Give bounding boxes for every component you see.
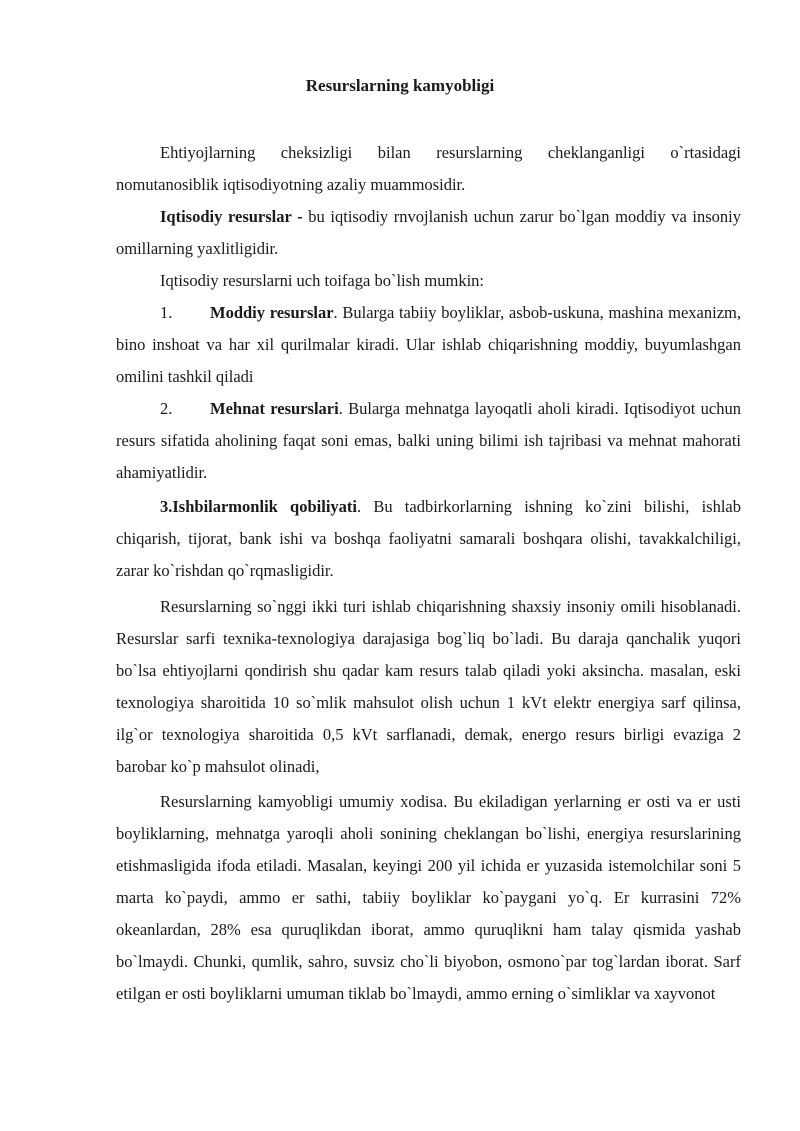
list-item-text: . Bularga mehnatga layoqatli aholi kiradi. Iqtisodiyot uchun resurs sifatida aholining faqat soni emas, balki uning bilimi ish tajribasi va mehnat mahorati ahamiyatlidir. — [116, 399, 741, 482]
list-item-text: . Bu tadbirkorlarning ishning ko`zini bilishi, ishlab chiqarish, tijorat, bank ishi va boshqa faoliyatni samarali boshqara olishi, tavakkalchiligi, zarar ko`rishdan qo`rqmasligidir. — [116, 497, 741, 580]
list-item-term: Moddiy resurslar — [210, 303, 334, 322]
paragraph-scarcity — [116, 786, 741, 1010]
list-item-entrepreneurship — [116, 491, 741, 587]
list-number: 2. — [160, 399, 173, 418]
list-item-material — [116, 297, 741, 393]
list-item-labor — [116, 393, 741, 489]
list-number: 1. — [160, 303, 173, 322]
paragraph-intro-text: Ehtiyojlarning cheksizligi bilan resurslarning cheklanganligi o`rtasidagi nomutanosiblik iqtisodiyotning azaliy muammosidir. — [116, 143, 741, 194]
list-item-term: Mehnat resurslari — [210, 399, 339, 418]
paragraph-resource-use — [116, 591, 741, 783]
list-item-text: . Bularga tabiiy boyliklar, asbob-uskuna, mashina mexanizm, bino inshoat va har xil qurilmalar kiradi. Ular ishlab chiqarishning moddiy, buyumlashgan omilini tashkil qiladi — [116, 303, 741, 386]
paragraph-definition — [116, 201, 741, 265]
paragraph-categories — [116, 265, 741, 297]
paragraph-intro — [116, 137, 741, 201]
definition-term: Iqtisodiy resurslar - — [160, 207, 303, 226]
resource-use-text: Resurslarning so`nggi ikki turi ishlab chiqarishning shaxsiy insoniy omili hisoblanadi. Resurslar sarfi texnika-texnologiya darajasiga bog`liq bo`ladi. Bu daraja qanchalik yuqori bo`lsa ehtiyojlarni qondirish shu qadar kam resurs talab qiladi yoki aksincha. masalan, eski texnologiya sharoitida 10 so`mlik mahsulot olish uchun 1 kVt elektr energiya sarf qilinsa, ilg`or texnologiya sharoitida 0,5 kVt sarflanadi, demak, energo resurs birligi evaziga 2 barobar ko`p mahsulot olinadi, — [116, 597, 741, 776]
list-item-term: 3.Ishbilarmonlik qobiliyati — [160, 497, 357, 516]
definition-text: bu iqtisodiy rnvojlanish uchun zarur bo`lgan moddiy va insoniy omillarning yaxlitligidir. — [116, 207, 742, 258]
page-title: Resurslarning kamyobligi — [305, 76, 495, 95]
scarcity-text: Resurslarning kamyobligi umumiy xodisa. Bu ekiladigan yerlarning er osti va er usti boyliklarning, mehnatga yaroqli aholi sonining cheklangan bo`lishi, energiya resurslarining etishmasligida ifoda etiladi. Masalan, keyingi 200 yil ichida er yuzasida istemolchilar soni 5 marta ko`paydi, ammo er sathi, tabiiy boyliklar ko`paygani yo`q. Er kurrasini 72% okeanlardan, 28% esa quruqlikdan iborat, ammo quruqlikni ham talay qismida yashab bo`lmaydi. Chunki, qumlik, sahro, suvsiz cho`li biyobon, osmono`par tog`lardan iborat. Sarf etilgan er osti boyliklarni umuman tiklab bo`lmaydi, ammo erning o`simliklar va xayvonot — [116, 792, 741, 1003]
categories-text: Iqtisodiy resurslarni uch toifaga bo`lish mumkin: — [160, 271, 484, 290]
